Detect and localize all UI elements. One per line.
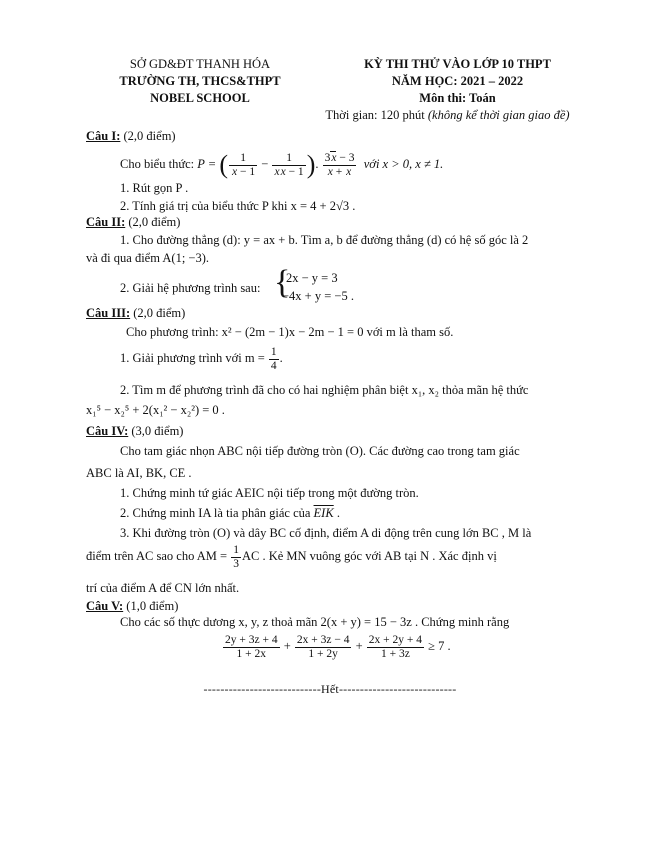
q5-frac2: $\frac{2x + 3z - 4}{1 + 2y}$	[296, 633, 350, 660]
q4-item3-line1: 3. Khi đường tròn (O) và dây BC cố định, điểm A di động trên cung lớn BC , M là	[120, 526, 532, 540]
q4-item3-line3: trí của điểm A để CN lớn nhất.	[86, 581, 240, 595]
header-right	[325, 56, 580, 124]
q4-item1: 1. Chứng minh tứ giác AEIC nội tiếp trong một đường tròn.	[120, 486, 419, 500]
frac-a: $\frac{1}{x - 1}$	[229, 152, 257, 179]
q2-item2: 2. Giải hệ phương trình sau:	[120, 281, 261, 295]
q5-intro: Cho các số thực dương x, y, z thoả mãn 2(x + y) = 15 − 3z . Chứng minh rằng	[120, 615, 510, 629]
school-subname: NOBEL SCHOOL	[150, 91, 250, 105]
q3-item2-line1: 2. Tìm m để phương trình đã cho có hai nghiệm phân biệt x₁, x₂ thỏa mãn hệ thức	[120, 383, 529, 397]
q1-heading	[86, 128, 176, 144]
q1-item2: 2. Tính giá trị của biểu thức P khi x = 4 + 2√3 .	[120, 199, 356, 213]
q1-title: Câu I:	[86, 129, 121, 143]
q4-item2: 2. Chứng minh IA là tia phân giác của $\overline{EIK}$ .	[120, 506, 340, 520]
school-year: NĂM HỌC: 2021 – 2022	[391, 74, 524, 88]
q3-item1: 1. Giải phương trình với m = $\frac{1}{4}$ .	[120, 345, 283, 372]
system-eq1: 2x − y = 3	[286, 271, 338, 285]
q4-item3-line2: điểm trên AC sao cho AM = $\frac{1}{3}$ AC . Kẻ MN vuông góc với AB tại N . Xác định vị	[86, 543, 497, 570]
q2-item1-line2: và đi qua điểm A(1; −3).	[86, 251, 209, 265]
subject: Môn thi: Toán	[419, 91, 496, 105]
q3-heading: Câu III: (2,0 điểm)	[86, 306, 186, 320]
header-left	[80, 56, 320, 107]
system-brace: {	[274, 264, 291, 301]
q2-item1-line1: 1. Cho đường thẳng (d): y = ax + b. Tìm a, b để đường thẳng (d) có hệ số góc là 2	[120, 233, 529, 247]
q5-frac1: $\frac{2y + 3z + 4}{1 + 2x}$	[225, 633, 278, 660]
exam-time: Thời gian: 120 phút (không kể thời gian giao đề)	[325, 108, 570, 122]
q3-item2-line2: x₁⁵ − x₂⁵ + 2(x₁² − x₂²) = 0 .	[86, 403, 225, 417]
frac-b: $\frac{1}{xx - 1}$	[274, 151, 304, 178]
q5-frac3: $\frac{2x + 2y + 4}{1 + 3z}$	[368, 633, 423, 660]
department-name: SỞ GD&ĐT THANH HÓA	[129, 57, 271, 71]
p-label: P =	[197, 157, 217, 171]
q1-item1: 1. Rút gọn P .	[120, 181, 189, 195]
angle-eik: $\overline{EIK}$	[313, 506, 334, 520]
q1-expression: Cho biểu thức: P = ( $\frac{1}{x - 1}$ − $\frac{1}{xx - 1}$ ). $\frac{3x - 3}{x + x}$ với x > 0, x ≠ 1.	[120, 150, 444, 180]
q4-heading: Câu IV: (3,0 điểm)	[86, 424, 184, 438]
exam-title: KỲ THI THỬ VÀO LỚP 10 THPT	[364, 57, 551, 71]
frac-c: $\frac{3x - 3}{x + x}$	[324, 151, 355, 178]
end-marker: ----------------------------Hết----------------------------	[203, 682, 457, 696]
q1-points: (2,0 điểm)	[120, 129, 176, 143]
school-name: TRƯỜNG TH, THCS&THPT	[119, 74, 281, 88]
q5-heading: Câu V: (1,0 điểm)	[86, 599, 179, 613]
q5-inequality: $\frac{2y + 3z + 4}{1 + 2x}$ + $\frac{2x + 3z - 4}{1 + 2y}$ + $\frac{2x + 2y + 4}{1 + 3z}$ ≥ 7 .	[225, 633, 451, 660]
q3-intro: Cho phương trình: x² − (2m − 1)x − 2m − 1 = 0 với m là tham số.	[126, 325, 454, 339]
q2-heading: Câu II: (2,0 điểm)	[86, 215, 181, 229]
system-eq2: −4x + y = −5 .	[282, 289, 354, 303]
q4-intro-line2: ABC là AI, BK, CE .	[86, 466, 192, 480]
q4-intro-line1: Cho tam giác nhọn ABC nội tiếp đường tròn (O). Các đường cao trong tam giác	[120, 444, 520, 458]
